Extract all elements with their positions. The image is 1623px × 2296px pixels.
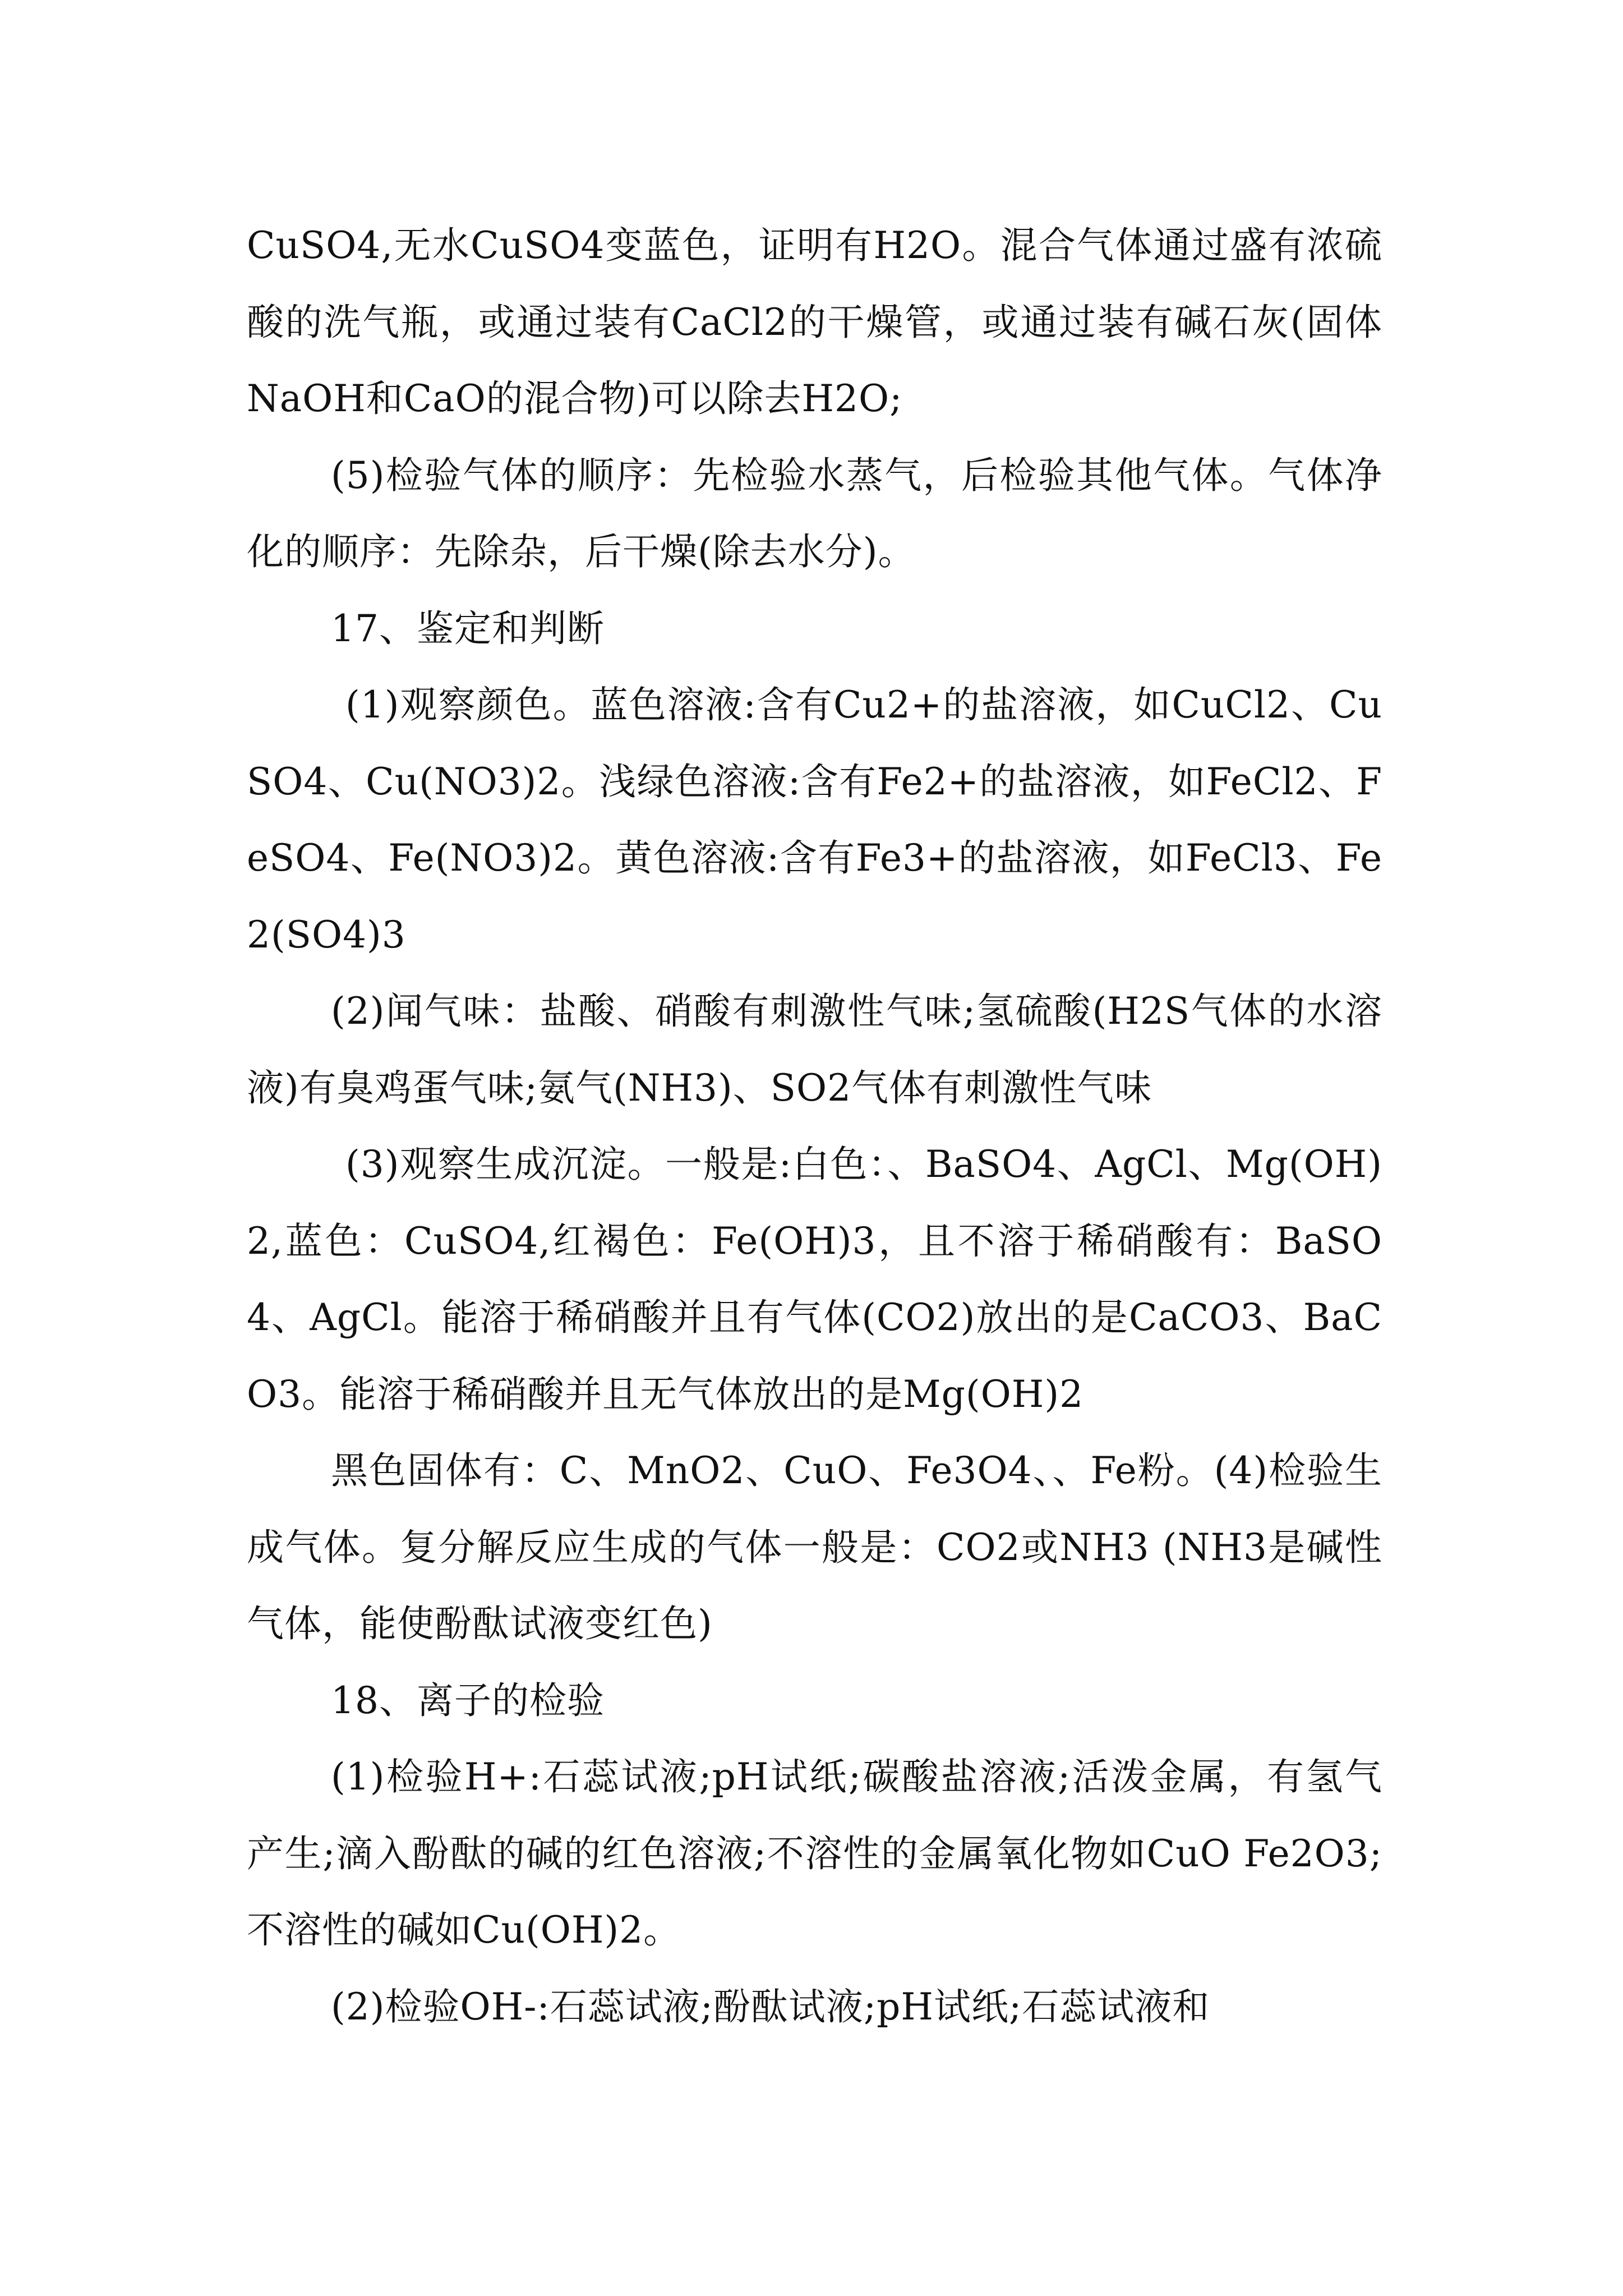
paragraph-gas-drying: CuSO4,无水CuSO4变蓝色，证明有H2O。混合气体通过盛有浓硫酸的洗气瓶，或通过装有CaCl2的干燥管，或通过装有碱石灰(固体NaOH和CaO的混合物)可以除去H2O; [247,224,1382,420]
paragraph-black-solid-and-gas: 黑色固体有：C、MnO2、CuO、Fe3O4、、Fe粉。(4)检验生成气体。复分解反应生成的气体一般是：CO2或NH3 (NH3是碱性气体，能使酚酞试液变红色) [247,1449,1382,1645]
paragraph-smell: (2)闻气味：盐酸、硝酸有刺激性气味;氢硫酸(H2S气体的水溶液)有臭鸡蛋气味;氨气(NH3)、SO2气体有刺激性气味 [247,990,1382,1110]
document-body [247,208,1382,2045]
paragraph-observe-color: (1)观察颜色。蓝色溶液:含有Cu2+的盐溶液，如CuCl2、CuSO4、Cu(NO3)2。浅绿色溶液:含有Fe2+的盐溶液，如FeCl2、FeSO4、Fe(NO3)2。黄色溶液:含有Fe3+的盐溶液，如FeCl3、Fe2(SO4)3 [247,683,1382,956]
section-heading-18: 18、离子的检验 [331,1678,605,1722]
paragraph-test-h-plus: (1)检验H+:石蕊试液;pH试纸;碳酸盐溶液;活泼金属，有氢气产生;滴入酚酞的碱的红色溶液;不溶性的金属氧化物如CuO Fe2O3;不溶性的碱如Cu(OH)2。 [247,1755,1382,1952]
paragraph-gas-order: (5)检验气体的顺序：先检验水蒸气，后检验其他气体。气体净化的顺序：先除杂，后干燥(除去水分)。 [247,453,1382,573]
paragraph-precipitate: (3)观察生成沉淀。一般是:白色：、BaSO4、AgCl、Mg(OH)2,蓝色：CuSO4,红褐色：Fe(OH)3，且不溶于稀硝酸有：BaSO4、AgCl。能溶于稀硝酸并且有气体(CO2)放出的是CaCO3、BaCO3。能溶于稀硝酸并且无气体放出的是Mg(OH)2 [247,1143,1382,1416]
paragraph-test-oh-minus: (2)检验OH-:石蕊试液;酚酞试液;pH试纸;石蕊试液和 [331,1985,1210,2028]
section-heading-17: 17、鉴定和判断 [331,606,605,650]
